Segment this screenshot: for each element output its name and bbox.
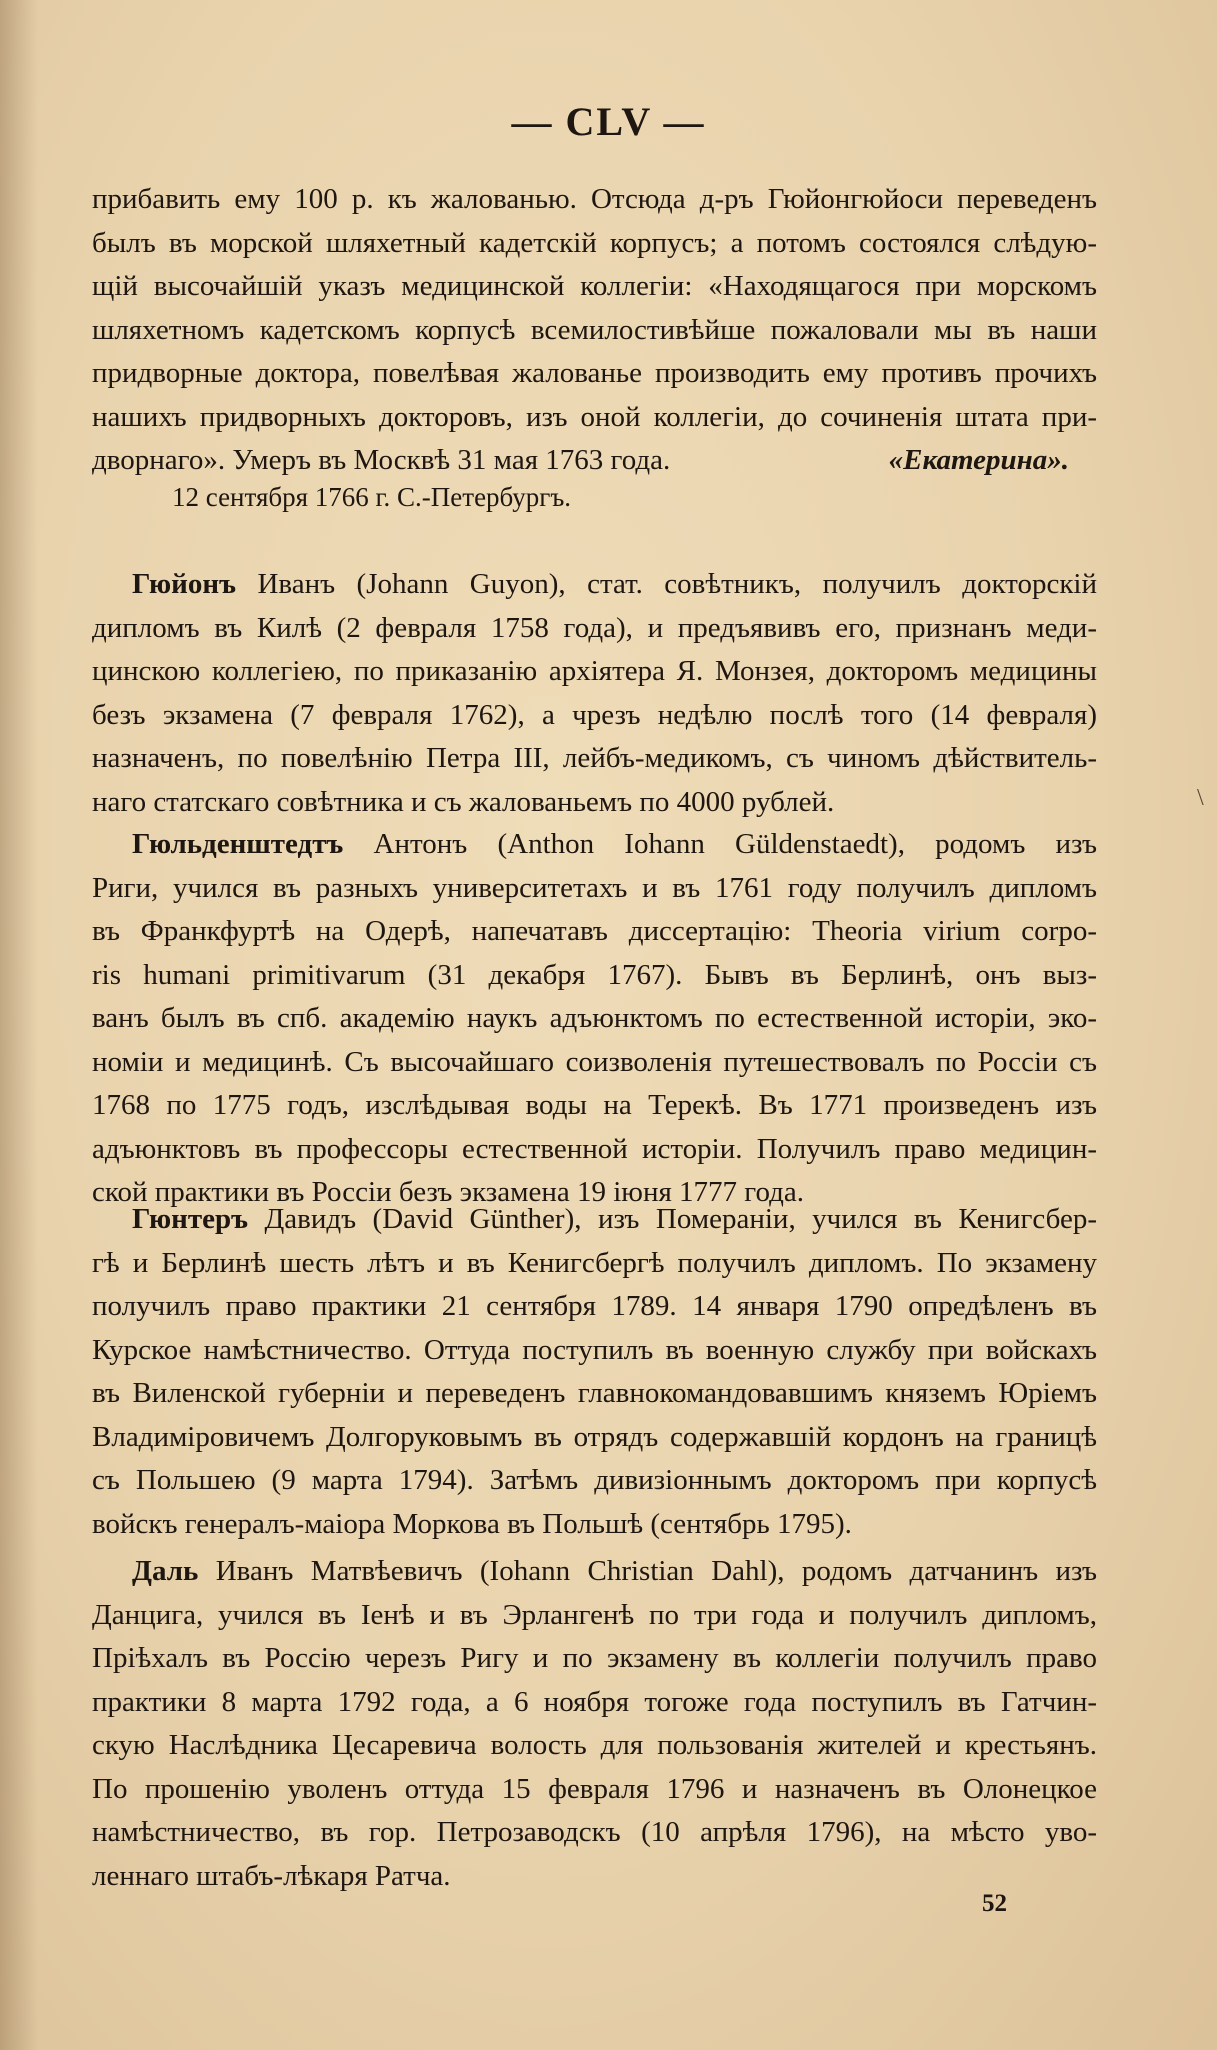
entry-line: дипломъ въ Килѣ (2 февраля 1758 года), и предъявивъ его, признанъ меди- [92,611,1097,644]
decree-line: нашихъ придворныхъ докторовъ, изъ оной коллегіи, до сочиненія штата при- [92,400,1097,433]
entry-line: въ Виленской губерніи и переведенъ главнокомандовавшимъ княземъ Юріемъ [92,1377,1097,1409]
date-line: 12 сентября 1766 г. С.-Петербургъ. [172,482,572,512]
entry-line: Курское намѣстничество. Оттуда поступилъ въ военную службу при войскахъ [92,1333,1097,1366]
entry-line: Данцига, учился въ Іенѣ и въ Эрлангенѣ по три года и получилъ дипломъ, [92,1598,1097,1631]
entry-line: скую Наслѣдника Цесаревича волость для пользованія жителей и крестьянъ. [92,1729,1097,1761]
entry-line: гѣ и Берлинѣ шесть лѣтъ и въ Кенигсбергѣ получилъ дипломъ. По экзамену [92,1246,1097,1279]
entry-line: безъ экзамена (7 февраля 1762), а чрезъ недѣлю послѣ того (14 февраля) [92,698,1097,731]
entry-line: Владиміровичемъ Долгоруковымъ въ отрядъ содержавшій кордонъ на границѣ [92,1420,1097,1453]
decree-line: придворные доктора, повелѣвая жалованье производить ему противъ прочихъ [92,357,1097,389]
entry-first-line [92,563,1097,607]
entry-name: Гюйонъ [132,568,236,600]
decree-line: былъ въ морской шляхетный кадетскій корпусъ; а потомъ состоялся слѣдую- [92,226,1097,259]
decree-last-line [92,439,1097,483]
page-title: — CLV — [511,99,706,144]
entry-line: ской практики въ Россіи безъ экзамена 19 іюня 1777 года. [92,1176,805,1208]
entry-gunther [92,1198,1097,1546]
entry-line: назначенъ, по повелѣнію Петра III, лейбъ-медикомъ, съ чиномъ дѣйствитель- [92,742,1097,774]
entry-line: Антонъ (Anthon Iohann Güldenstaedt), родомъ изъ [343,828,1097,860]
entry-dahl [92,1550,1097,1898]
entry-first-line [92,823,1097,867]
entry-line: номіи и медицинѣ. Съ высочайшаго соизволенія путешествовалъ по Россіи съ [92,1045,1097,1078]
decree-block [92,178,1097,483]
entry-line: наго статскаго совѣтника и съ жалованьемъ по 4000 рублей. [92,785,835,818]
entry-line: адъюнктовъ въ профессоры естественной исторіи. Получилъ право медицин- [92,1132,1097,1165]
decree-line: прибавить ему 100 р. къ жалованью. Отсюда д-ръ Гюйонгюйоси переведенъ [92,183,1097,215]
entry-line: ванъ былъ въ спб. академію наукъ адъюнктомъ по естественной исторіи, эко- [92,1002,1097,1034]
entry-line: Иванъ (Johann Guyon), стат. совѣтникъ, получилъ докторскій [236,568,1097,600]
entry-line: намѣстничество, въ гор. Петрозаводскъ (10 апрѣля 1796), на мѣсто уво- [92,1816,1097,1848]
decree-last-text: дворнаго». Умеръ въ Москвѣ 31 мая 1763 года. [92,444,671,476]
entry-line: Иванъ Матвѣевичъ (Iohann Christian Dahl), родомъ датчанинъ изъ [198,1555,1097,1587]
entry-line: практики 8 марта 1792 года, а 6 ноября тогоже года поступилъ въ Гатчин- [92,1685,1097,1718]
entry-line: съ Польшею (9 марта 1794). Затѣмъ дивизіоннымъ докторомъ при корпусѣ [92,1464,1097,1496]
decree-line: шляхетномъ кадетскомъ корпусѣ всемилостивѣйше пожаловали мы въ наши [92,313,1097,346]
entry-name: Гюльденштедтъ [132,828,344,860]
entry-line: леннаго штабъ-лѣкаря Ратча. [92,1859,451,1892]
entry-line: въ Франкфуртѣ на Одерѣ, напечатавъ диссертацію: Theoria virium corpo- [92,915,1097,947]
entry-name: Гюнтеръ [132,1203,249,1235]
stray-ink-mark: \ [1197,785,1204,811]
entry-first-line [92,1198,1097,1242]
signature: «Екатерина». [888,444,1069,476]
entry-guyon [92,563,1097,824]
page-number: 52 [982,1890,1007,1917]
entry-line: получилъ право практики 21 сентября 1789. 14 января 1790 опредѣленъ въ [92,1290,1097,1322]
entry-line: Пріѣхалъ въ Россію черезъ Ригу и по экзамену въ коллегіи получилъ право [92,1642,1097,1674]
binding-shadow [0,0,38,2050]
entry-line: цинскою коллегіею, по приказанію архіятера Я. Монзея, докторомъ медицины [92,655,1097,687]
entry-line: ris humani primitivarum (31 декабря 1767). Бывъ въ Берлинѣ, онъ выз- [92,958,1097,991]
entry-first-line [92,1550,1097,1594]
entry-line: войскъ генералъ-маіора Моркова въ Польшѣ (сентябрь 1795). [92,1507,852,1540]
decree-line: щій высочайшій указъ медицинской коллегіи: «Находящагося при морскомъ [92,270,1097,302]
entry-line: 1768 по 1775 годъ, изслѣдывая воды на Терекѣ. Въ 1771 произведенъ изъ [92,1089,1097,1121]
entry-name: Даль [132,1555,199,1587]
entry-line: По прошенію уволенъ оттуда 15 февраля 1796 и назначенъ въ Олонецкое [92,1772,1097,1805]
entry-line: Давидъ (David Günther), изъ Помераніи, учился въ Кенигсбер- [248,1203,1097,1235]
entry-guldenstaedt [92,823,1097,1215]
entry-line: Риги, учился въ разныхъ университетахъ и въ 1761 году получилъ дипломъ [92,871,1097,904]
